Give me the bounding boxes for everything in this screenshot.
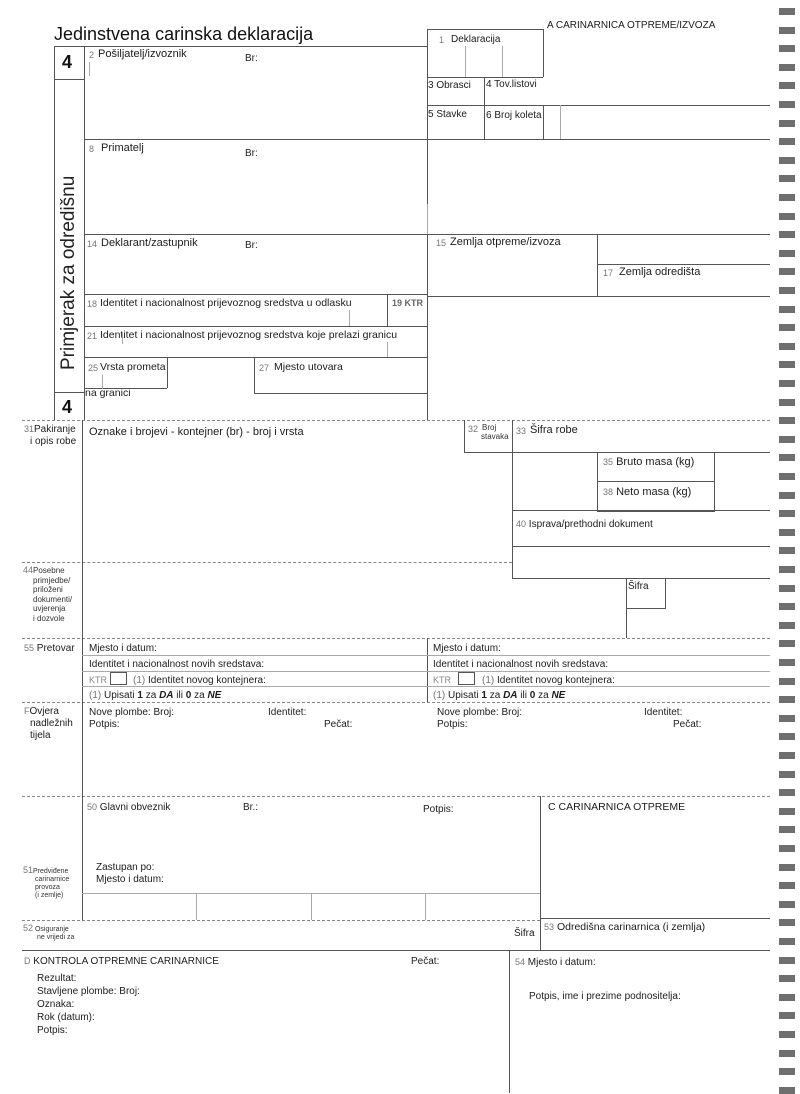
binding-notch — [779, 1050, 795, 1057]
section-c-label: C CARINARNICA OTPREME — [548, 801, 686, 813]
mark — [425, 893, 426, 920]
copy-number-bottom: 4 — [62, 397, 73, 417]
pretovar-left-ktr-box[interactable] — [110, 672, 127, 685]
f-left-pecat: Pečat: — [324, 719, 353, 730]
box-35-label — [603, 456, 694, 469]
mark — [196, 893, 197, 920]
binding-notch — [779, 510, 795, 517]
box-6-label — [486, 109, 542, 122]
binding-notch — [779, 864, 795, 871]
box-32-label-2: stavaka — [481, 432, 509, 441]
section-d-rok: Rok (datum): — [37, 1012, 95, 1023]
box-44-labels — [23, 566, 72, 623]
box-54-text: Mjesto i datum: — [527, 957, 596, 968]
box-44-sifra: Šifra — [628, 581, 649, 592]
rule — [84, 46, 427, 47]
box-44-line-6: i dozvole — [33, 613, 65, 623]
pretovar-left-mjesto: Mjesto i datum: — [89, 643, 157, 654]
box-19-number: 19 — [392, 298, 403, 308]
section-f-labels — [24, 705, 73, 742]
rule — [254, 357, 255, 393]
rule — [512, 420, 513, 578]
binding-notch — [779, 1068, 795, 1075]
box-33-number: 33 — [516, 426, 527, 436]
box-6-text: Broj koleta — [494, 110, 542, 121]
rule — [543, 105, 770, 106]
binding-notch — [779, 826, 795, 833]
binding-notch — [779, 678, 795, 685]
rule — [597, 481, 714, 482]
f-left-identitet: Identitet: — [268, 707, 307, 718]
binding-notch — [779, 175, 795, 182]
binding-notch — [779, 566, 795, 573]
box-52-line-2: ne vrijedi za — [37, 934, 75, 941]
box-51-number: 51 — [23, 865, 34, 875]
f-left-plombe: Nove plombe: Broj: — [89, 707, 175, 718]
binding-notch — [779, 789, 795, 796]
pretovar-left-sredstva: Identitet i nacionalnost novih sredstava: — [89, 659, 265, 670]
box-51-line-1: Predviđene — [33, 868, 69, 875]
rule — [54, 79, 84, 80]
binding-notch — [779, 492, 795, 499]
rule — [484, 77, 485, 139]
box-31-text-1: Pakiranje — [34, 424, 76, 435]
box-55-text: Pretovar — [36, 643, 75, 654]
box-52-labels — [23, 924, 74, 942]
box-19-label — [392, 297, 423, 310]
binding-notch — [779, 194, 795, 201]
box-50-label — [87, 801, 170, 814]
section-d-lines — [37, 972, 140, 1037]
rule — [464, 452, 512, 453]
rule — [597, 264, 770, 265]
box-40-label — [516, 518, 653, 531]
box-54-sign: Potpis, ime i prezime podnositelja: — [529, 991, 681, 1002]
section-d-label — [24, 955, 219, 968]
rule — [84, 388, 167, 389]
rule — [387, 294, 388, 327]
divider — [22, 638, 770, 639]
box-40-number: 40 — [516, 519, 527, 529]
binding-notch — [779, 231, 795, 238]
binding-notch — [779, 975, 795, 982]
upisati-ne: NE — [551, 690, 566, 701]
rule — [427, 139, 770, 140]
rule — [387, 357, 427, 358]
box-53-text: Odredišna carinarnica (i zemlja) — [556, 921, 706, 933]
box-44-number: 44 — [23, 565, 34, 575]
rule — [84, 326, 427, 327]
binding-notch — [779, 380, 795, 387]
section-f-line-1: Ovjera — [29, 706, 59, 717]
f-left-potpis: Potpis: — [89, 719, 120, 730]
rule — [82, 638, 83, 702]
f-right-identitet: Identitet: — [644, 707, 683, 718]
rule — [427, 296, 770, 297]
section-d-letter: D — [24, 956, 31, 966]
divider — [22, 562, 512, 563]
rule — [427, 105, 543, 106]
rule — [54, 392, 84, 393]
pretovar-right-mjesto: Mjesto i datum: — [433, 643, 501, 654]
binding-notch — [779, 715, 795, 722]
binding-notch — [779, 1031, 795, 1038]
binding-notch — [779, 8, 795, 15]
box-35-number: 35 — [603, 457, 614, 467]
box-35-text: Bruto masa (kg) — [616, 456, 695, 468]
box-38-text: Neto masa (kg) — [616, 486, 692, 498]
rule — [543, 105, 544, 139]
binding-notch — [779, 120, 795, 127]
rule — [540, 918, 770, 919]
section-f-line-2: nadležnih — [30, 718, 73, 729]
form-title: Jedinstvena carinska deklaracija — [54, 24, 314, 44]
rule — [626, 608, 627, 638]
box-14-br: Br: — [245, 240, 258, 251]
note-ref: (1) — [89, 690, 102, 701]
box-33-label: Šifra robe — [530, 424, 578, 436]
copy-number-top: 4 — [62, 52, 73, 72]
box-52-line-1: Osiguranje — [34, 926, 69, 933]
binding-notch — [779, 1012, 795, 1019]
section-d-oznaka: Oznaka: — [37, 999, 75, 1010]
binding-notch — [779, 306, 795, 313]
binding-notch — [779, 454, 795, 461]
box-50-br: Br.: — [243, 802, 259, 813]
pretovar-right-kontejner-text: Identitet novog kontejnera: — [497, 675, 615, 686]
box-4-number: 4 — [486, 79, 492, 90]
box-21-number: 21 — [87, 331, 98, 341]
box-27-label: Mjesto utovara — [274, 361, 343, 373]
pretovar-left-ktr: KTR — [89, 675, 107, 685]
box-50-potpis: Potpis: — [423, 804, 454, 815]
rule — [540, 796, 541, 950]
box-2-label: Pošiljatelj/izvoznik — [98, 48, 187, 60]
binding-notch — [779, 640, 795, 647]
rule — [82, 420, 83, 562]
box-55-label — [24, 642, 75, 655]
upisati-za-2: za — [194, 690, 205, 701]
box-19-text: KTR — [404, 298, 424, 308]
box-52-number: 52 — [23, 923, 34, 933]
pretovar-right-upisati — [433, 689, 565, 702]
box-4-text: Tov.listovi — [494, 79, 537, 90]
box-44-line-2: primjedbe/ — [33, 575, 71, 585]
binding-notch — [779, 622, 795, 629]
box-21-label: Identitet i nacionalnost prijevoznog sredstva koje prelazi granicu — [100, 329, 398, 341]
box-32-label-1: Broj — [482, 423, 497, 432]
section-d-pecat: Pečat: — [411, 956, 440, 967]
box-8-label: Primatelj — [101, 142, 144, 154]
rule — [82, 702, 83, 796]
binding-notch — [779, 603, 795, 610]
f-right-potpis: Potpis: — [437, 719, 468, 730]
binding-notch — [779, 27, 795, 34]
box-31-number: 31 — [24, 424, 35, 434]
box-53-number: 53 — [544, 922, 555, 932]
binding-notch — [779, 529, 795, 536]
pretovar-left-upisati — [89, 689, 221, 702]
binding-notch — [779, 473, 795, 480]
upisati-one: 1 — [137, 690, 143, 701]
binding-notch — [779, 994, 795, 1001]
box-54-label — [515, 956, 596, 969]
binding-edge — [779, 0, 800, 1093]
box-51-zastupan: Zastupan po: — [96, 862, 155, 873]
box-8-number: 8 — [89, 144, 95, 154]
rule — [84, 294, 427, 295]
mark — [89, 62, 90, 76]
box-51-labels — [23, 866, 69, 900]
f-right-pecat: Pečat: — [673, 719, 702, 730]
rule — [464, 420, 465, 452]
upisati-ne: NE — [207, 690, 222, 701]
box-3-label — [428, 79, 471, 92]
binding-notch — [779, 250, 795, 257]
binding-notch — [779, 752, 795, 759]
box-3-text: Obrasci — [436, 80, 471, 91]
rule — [512, 546, 770, 547]
box-2-br: Br: — [245, 53, 258, 64]
mark — [560, 105, 561, 139]
pretovar-right-ktr: KTR — [433, 675, 451, 685]
rule — [597, 234, 598, 296]
binding-notch — [779, 157, 795, 164]
binding-notch — [779, 771, 795, 778]
upisati: Upisati — [104, 690, 135, 701]
rule — [84, 234, 770, 235]
box-15-label: Zemlja otpreme/izvoza — [450, 236, 561, 248]
box-4-label — [486, 78, 537, 91]
rule — [84, 139, 427, 140]
box-1-label: Deklaracija — [451, 34, 501, 45]
rule — [22, 950, 770, 951]
box-14-number: 14 — [87, 239, 98, 249]
binding-notch — [779, 547, 795, 554]
box-55-number: 55 — [24, 643, 35, 653]
rule — [84, 357, 387, 358]
box-32-number: 32 — [468, 424, 479, 434]
box-51-line-3: provoza — [35, 884, 60, 891]
box-38-number: 38 — [603, 487, 614, 497]
binding-notch — [779, 287, 795, 294]
box-51-line-4: (i zemlje) — [35, 892, 64, 899]
rule — [254, 393, 427, 394]
binding-notch — [779, 696, 795, 703]
copy-label-vertical: Primjerak za odredišnu — [58, 175, 79, 370]
rule — [54, 46, 84, 47]
box-51-line-2: carinarnice — [35, 876, 70, 883]
upisati-ili: ili — [520, 690, 527, 701]
upisati-za-2: za — [538, 690, 549, 701]
box-18-label: Identitet i nacionalnost prijevoznog sredstva u odlasku — [100, 297, 352, 309]
upisati: Upisati — [448, 690, 479, 701]
pretovar-right-sredstva: Identitet i nacionalnost novih sredstava: — [433, 659, 609, 670]
box-44-line-5: uvjerenja — [33, 604, 66, 613]
box-17-number: 17 — [603, 268, 614, 278]
rule — [82, 655, 770, 656]
box-1-number: 1 — [439, 35, 445, 45]
rule — [512, 510, 770, 511]
pretovar-left-kontejner-text: Identitet novog kontejnera: — [148, 675, 266, 686]
section-a-label: A CARINARNICA OTPREME/IZVOZA — [547, 20, 716, 31]
binding-notch — [779, 268, 795, 275]
rule — [82, 562, 83, 638]
box-25-number: 25 — [88, 363, 99, 373]
section-f-line-3: tijela — [30, 730, 51, 741]
box-18-number: 18 — [87, 299, 98, 309]
box-6-number: 6 — [486, 110, 492, 121]
section-d-rezultat: Rezultat: — [37, 973, 77, 984]
box-31-description: Oznake i brojevi - kontejner (br) - broj i vrsta — [89, 426, 304, 438]
upisati-za: za — [489, 690, 501, 701]
divider — [22, 796, 770, 797]
box-2-number: 2 — [89, 50, 95, 60]
binding-notch — [779, 808, 795, 815]
binding-notch — [779, 882, 795, 889]
binding-notch — [779, 585, 795, 592]
upisati-zero: 0 — [529, 690, 536, 701]
box-15-number: 15 — [436, 238, 447, 248]
box-50-number: 50 — [87, 802, 98, 812]
binding-notch — [779, 82, 795, 89]
section-d-text: KONTROLA OTPREMNE CARINARNICE — [33, 956, 219, 967]
binding-notch — [779, 845, 795, 852]
upisati-da: DA — [503, 690, 518, 701]
mark — [102, 375, 103, 389]
divider — [22, 702, 770, 703]
box-44-line-4: dokumenti/ — [33, 594, 73, 604]
upisati-zero: 0 — [185, 690, 192, 701]
box-52-sifra: Šifra — [514, 928, 535, 939]
mark — [349, 310, 350, 326]
box-54-number: 54 — [515, 957, 526, 967]
f-right-plombe: Nove plombe: Broj: — [437, 707, 523, 718]
binding-notch — [779, 101, 795, 108]
section-d-potpis: Potpis: — [37, 1025, 68, 1036]
mark — [465, 46, 466, 77]
section-f-letter: F — [24, 706, 30, 716]
rule — [82, 671, 770, 672]
box-5-label — [428, 108, 467, 121]
binding-notch — [779, 361, 795, 368]
rule — [427, 638, 428, 702]
section-d-plombe: Stavljene plombe: Broj: — [37, 986, 140, 997]
box-5-text: Stavke — [436, 109, 467, 120]
mark — [311, 893, 312, 920]
rule — [167, 357, 168, 388]
box-25-label: Vrsta prometa — [100, 361, 166, 373]
binding-notch — [779, 938, 795, 945]
mark — [502, 46, 503, 77]
binding-notch — [779, 64, 795, 71]
pretovar-right-ktr-box[interactable] — [458, 672, 475, 685]
note-ref: (1) — [133, 675, 146, 686]
box-5-number: 5 — [428, 109, 434, 120]
box-25-label-2: na granici — [85, 387, 131, 399]
divider — [22, 420, 770, 421]
note-ref: (1) — [433, 690, 446, 701]
box-14-label: Deklarant/zastupnik — [101, 237, 198, 249]
box-8-br: Br: — [245, 148, 258, 159]
binding-notch — [779, 45, 795, 52]
mark — [387, 342, 388, 358]
binding-notch — [779, 733, 795, 740]
upisati-one: 1 — [481, 690, 487, 701]
box-44-line-3: priloženi — [33, 585, 63, 594]
binding-notch — [779, 343, 795, 350]
box-50-text: Glavni obveznik — [99, 802, 171, 813]
binding-notch — [779, 324, 795, 331]
binding-notch — [779, 957, 795, 964]
box-17-label: Zemlja odredišta — [619, 266, 701, 278]
upisati-ili: ili — [176, 690, 183, 701]
rule — [509, 950, 510, 1093]
binding-notch — [779, 138, 795, 145]
box-38-label — [603, 486, 691, 499]
upisati-da: DA — [159, 690, 174, 701]
binding-notch — [779, 659, 795, 666]
box-3-number: 3 — [428, 80, 434, 91]
box-27-number: 27 — [259, 363, 270, 373]
box-44-line-1: Posebne — [33, 566, 65, 575]
box-51-mjesto: Mjesto i datum: — [96, 874, 164, 885]
rule — [84, 46, 85, 420]
box-31-label-2: i opis robe — [30, 436, 77, 447]
binding-notch — [779, 417, 795, 424]
binding-notch — [779, 919, 795, 926]
upisati-za: za — [145, 690, 157, 701]
binding-notch — [779, 399, 795, 406]
divider — [22, 920, 540, 921]
mark — [427, 204, 428, 234]
binding-notch — [779, 213, 795, 220]
binding-notch — [779, 901, 795, 908]
box-53-label — [544, 921, 705, 934]
rule — [54, 46, 55, 420]
rule — [543, 29, 544, 77]
mark — [122, 332, 123, 344]
box-40-text: Isprava/prethodni dokument — [528, 519, 653, 530]
rule — [427, 29, 543, 30]
rule — [82, 686, 770, 687]
binding-notch — [779, 436, 795, 443]
rule — [82, 796, 83, 920]
note-ref: (1) — [482, 675, 495, 686]
